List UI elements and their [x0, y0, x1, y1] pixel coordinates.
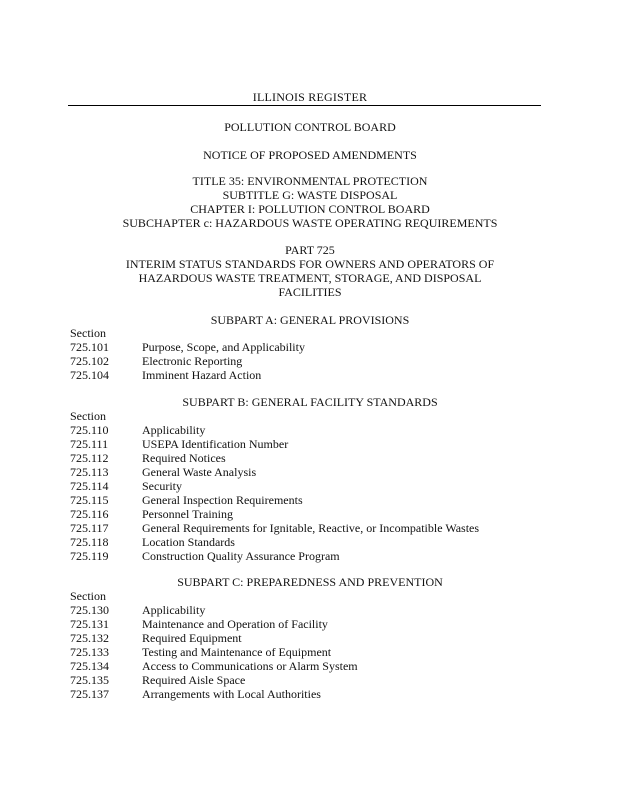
section-row — [70, 437, 288, 451]
section-title: Security — [142, 479, 182, 493]
section-title: Personnel Training — [142, 507, 234, 521]
section-title: Construction Quality Assurance Program — [142, 549, 340, 563]
section-number: 725.118 — [70, 535, 109, 549]
section-title: Electronic Reporting — [142, 354, 243, 368]
section-number: 725.117 — [70, 521, 109, 535]
section-row — [70, 368, 261, 382]
title-line: TITLE 35: ENVIRONMENTAL PROTECTION — [192, 174, 428, 188]
section-row — [70, 645, 331, 659]
subchapter-line: SUBCHAPTER c: HAZARDOUS WASTE OPERATING REQUIREMENTS — [122, 216, 498, 230]
part-title-line: INTERIM STATUS STANDARDS FOR OWNERS AND OPERATORS OF — [125, 257, 495, 271]
section-title: Arrangements with Local Authorities — [142, 687, 321, 701]
section-title: General Inspection Requirements — [142, 493, 303, 507]
section-number: 725.137 — [70, 687, 109, 701]
section-number: 725.114 — [70, 479, 109, 493]
part-number: PART 725 — [285, 243, 335, 257]
register-header: ILLINOIS REGISTER — [252, 90, 368, 104]
section-row — [70, 631, 242, 645]
section-row — [70, 340, 305, 354]
section-number: 725.132 — [70, 631, 109, 645]
section-title: General Waste Analysis — [142, 465, 257, 479]
section-number: 725.101 — [70, 340, 109, 354]
section-number: 725.104 — [70, 368, 109, 382]
section-number: 725.116 — [70, 507, 109, 521]
section-number: 725.110 — [70, 423, 109, 437]
section-row — [70, 423, 205, 437]
section-number: 725.115 — [70, 493, 109, 507]
section-row — [70, 535, 235, 549]
section-title: Imminent Hazard Action — [142, 368, 262, 382]
section-row — [70, 465, 256, 479]
section-number: 725.133 — [70, 645, 109, 659]
subtitle-line: SUBTITLE G: WASTE DISPOSAL — [222, 188, 398, 202]
section-title: Access to Communications or Alarm System — [142, 659, 358, 673]
subpart-heading: SUBPART C: PREPAREDNESS AND PREVENTION — [177, 575, 443, 589]
section-row — [70, 493, 303, 507]
section-row — [70, 659, 358, 673]
section-row — [70, 617, 328, 631]
notice-title: NOTICE OF PROPOSED AMENDMENTS — [203, 148, 417, 162]
section-title: Required Aisle Space — [142, 673, 246, 687]
section-row — [70, 603, 205, 617]
header-rule — [68, 105, 541, 106]
section-row — [70, 687, 321, 701]
section-number: 725.131 — [70, 617, 109, 631]
board-name: POLLUTION CONTROL BOARD — [224, 120, 396, 134]
section-row — [70, 354, 242, 368]
section-label: Section — [70, 589, 106, 603]
section-title: Required Equipment — [142, 631, 242, 645]
section-title: Applicability — [142, 423, 206, 437]
subpart-heading: SUBPART B: GENERAL FACILITY STANDARDS — [182, 395, 438, 409]
section-title: Maintenance and Operation of Facility — [142, 617, 328, 631]
section-title: USEPA Identification Number — [142, 437, 289, 451]
section-title: General Requirements for Ignitable, Reactive, or Incompatible Wastes — [142, 521, 480, 535]
subpart-heading: SUBPART A: GENERAL PROVISIONS — [210, 313, 410, 327]
section-number: 725.135 — [70, 673, 109, 687]
section-row — [70, 521, 479, 535]
section-row — [70, 479, 182, 493]
section-title: Applicability — [142, 603, 206, 617]
section-row — [70, 507, 233, 521]
section-row — [70, 673, 245, 687]
part-title-line: HAZARDOUS WASTE TREATMENT, STORAGE, AND DISPOSAL — [138, 271, 482, 285]
section-number: 725.111 — [70, 437, 109, 451]
section-number: 725.102 — [70, 354, 109, 368]
chapter-line: CHAPTER I: POLLUTION CONTROL BOARD — [190, 202, 430, 216]
section-label: Section — [70, 409, 106, 423]
section-label: Section — [70, 326, 106, 340]
section-title: Testing and Maintenance of Equipment — [142, 645, 332, 659]
section-number: 725.112 — [70, 451, 109, 465]
section-row — [70, 451, 226, 465]
part-title-line: FACILITIES — [278, 285, 342, 299]
section-title: Location Standards — [142, 535, 235, 549]
section-title: Required Notices — [142, 451, 226, 465]
section-number: 725.113 — [70, 465, 109, 479]
section-number: 725.134 — [70, 659, 109, 673]
section-number: 725.130 — [70, 603, 109, 617]
section-row — [70, 549, 340, 563]
section-title: Purpose, Scope, and Applicability — [142, 340, 305, 354]
section-number: 725.119 — [70, 549, 109, 563]
